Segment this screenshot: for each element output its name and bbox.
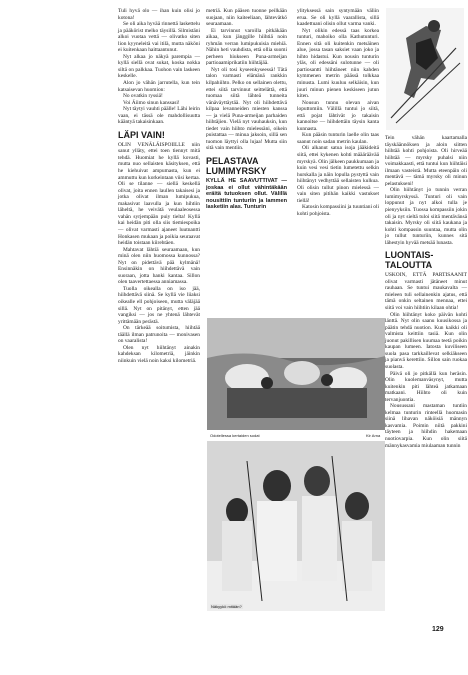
paragraph: Se oli aika hyvää rinnettä laskettelu ja pääkörist melko täysillä. Silmistäni alkoi vuotaa vettä — olivatko siten lion kyyneleitä vai itilä, mutta näköni ei kuitenkaan haittaantunut. — [118, 21, 200, 54]
paragraph: Voi Äiimo sinun kanssasi! — [123, 99, 180, 106]
lead-paragraph: KYLLÄ HE SAAVUTTIVAT — joskaa ei ollut vähintäkään eräitä tutuoksen ollut. Välillä nousittiin tunturiin ja lammen lasketiin alas. Tunturin — [206, 178, 287, 211]
paragraph: Olen nyt hiihtänyt ainakin kahdeksan kilometriä, jäinkin niinkuin vielä noin kaksi kilometriä. — [118, 344, 200, 364]
paragraph: Nyt olikin edessä taas korkea tunturi, mahoiko olla Kathutunturi. Ennen sitä oli kuitenkin metsäinen alue, jossa tasan saksiet vaan joko ja hihto hidastui. Kun nousin tunturin yläs, oli edessäni sulotunne — oli partiosantti hiihtäneet niin kahden kymmenen metrin päässä tolkkaa minusta. Lumi kuuluu selkäisin, kun juuri minun pienen keskiseen jutun kiten. — [297, 27, 379, 100]
paragraph: Nousun tunnu olevan aivan loputtomiin. Välillä tuntui jo siitä, että pojat lähtivät jo takaisin kannoitse — hiihdettäin täysin kanta kunnasta. — [297, 99, 379, 132]
skier-photo — [386, 8, 464, 130]
paragraph: Oli alkanut satua isoja jääkideitä siitä, ettei kykenen kohti määäräävää myrskyä. Olin jälkeen paukkumaan ja kuin vesi vesi tietin lumetettu selkin hurskalla ja näin lopulla pystyttä vain hiihtänyt vedhyttää sellaisten kulkua. Oli olisin tullut pinon mielessä — vain siten pitihän kaikki vastukset tiellä! — [297, 145, 379, 204]
paragraph: USKOIN, ETTÄ PARTISAANIT olivat varmasti jätäneet minut rauhaan. Se tuntui maukavalta — mieleen tuli sellainenkin ajatus, että tämä onkin seltainen mennaa, ettei siitä voi vain hiihtiin kilaan ohtia! — [385, 272, 467, 312]
paragraph: Päivä oli jo pitkällä kun heräsin. Olin kuolemanväsynyt, mutta kuitenkin piti lähteä jatkamaan matkaani. Hiihto oli kuin tervanjuontia. — [385, 370, 467, 403]
paragraph: Katosin kompassiini ja tuuntiani oli kohti pohjoista. — [297, 204, 379, 217]
section-heading: LÄPI VAIN! — [118, 129, 165, 140]
photo-caption: Näkyykö mitään? — [211, 604, 242, 609]
paragraph: Ei tarvinnut varoilla pitkäkään aikaa, kun jänggille hiihtiä noin ryhmän verran lumipukuisia miehiä. Nähin heti vauhdista, että ollia suomi perheen hiukseen Puna-armeijan partioaamiprikatiin hiihtäjää. — [206, 27, 287, 67]
paragraph: ylityksessä sain syntymään väliin erua. Se oli kyllä vaarallista, sillä kaadettuani olisin ollut varma vanki. — [297, 8, 379, 28]
paragraph: Tein vähän kaartamalla täyskäännöksen ja aloin siitten hiihtää kohti pohjoista. Oli hirveää hiihtää — myrsky puhalsi niin voimakkaasti, että tuntui kun hiihtäisi ilmaan vasteistä. Mutta eteenpäin oli mentävä — tämä myrsky oli minun pelastukseni! — [385, 135, 467, 187]
paragraph: Olin hiihtänyt jo tunnin verran lumimyrskyssä. Tunturi oli vain loppunut ja nyt alkoi tulla je pienyyksiin. Tuossa kompassiin jokin oli ja nyt sieltä tuloi siitä mentävänsä takaisin. Myrsky oli siitä kaukana ja kohti kompassin suuntaa, mutta olin jo tullut tunturiin, kunnes sitä lähestyin hyvää metsää lunasta. — [385, 187, 467, 246]
paragraph: No ovatkin ryssiä! — [123, 93, 163, 100]
paragraph: Kun pääsin tunturin laelle olin taas saanut noin sadan metrin kaulan. — [297, 132, 379, 145]
paragraph: Alon jo vähän jarrutella, kun tein katsaisevan huomion: — [118, 80, 200, 93]
paragraph: metriä. Kun pääsen tuonne peilkään suojaan, niin kaiteeliaan, lähtevätkö seuraamaan. — [206, 8, 287, 28]
paragraph: Mahtavat lähtiä seuraamaan, kun minä olen niin huomossa kunnossa? Nyt on pidettävä pää kylmänä! Ensinnäkin on hiihdettävä vain suoraan, jotta hanki kantaa. Sillon olen taavertettaessa anniamassa. — [118, 246, 200, 286]
soldiers-photo — [207, 318, 385, 430]
paragraph: On tärkeää soitumista, hiihtää täällä ilman patrunoita — monivasen on vaaralista! — [118, 325, 200, 345]
photo-credit: Kir Arna — [366, 433, 381, 438]
paragraph: Olin hiihtänyt koko päivän kohti länttä. Nyt olin saanu kuusikossa ja päätin tehdä nuotion. Kun kaikki oli valmista keittiin tasiä. Kun olin juonut pakillisen kuumaa teetä poikin kaupan lumeen. Iatosta kuviliseen suola pasa tarkkaillevat selkiäkseen ja pianvä kerettiin. Sillon sain ruokaa suolasta. — [385, 311, 467, 370]
paragraph: Nyt täytyi vauhti päälle! Lähi leirin vaan, ei tässä ole mahdollisuutta kääntyä takaisinkaan. — [118, 106, 200, 126]
paragraph: OLIN VENÄLÄISPOIILLE niin sanut ylläty, ettei toen tiennyt mitä tehdä. Huomiat he kyllä kovasti, mutta nuo sellaisten käsityksen, että he kiehuivat ampumasta, kun ei ammuttu kun korkeintaan viisi kertaa. Oli se tilanne — siellä keskellä olivat, joita ennen laullen takaisesi ja jotka olivat ilman lumipukua, makasivat laavulla ja kun hihtiin läheltä, he veivätä veulaaleosessa vahän syrjempään puiy tielta! Kyllä kai heidän piti olla siis tiemiespoika — olivat varmasti ajaneet luutnantti Honkasen mukaan ja poikia seuraavat heidän toistaan kiirehtäen. — [118, 141, 200, 247]
column-1 — [118, 8, 200, 364]
paragraph: Nyt alkaa jo näkyä parempia — kyllä siellä ovat sukat, koska nokka siltä on palkkaa. Tuohon vain laskeen keskelle. — [118, 53, 200, 80]
section-heading: LUONTAIS-TALOUTTA — [385, 250, 434, 271]
photo-caption: Odotellessa kertaiden sodat — [210, 433, 260, 438]
paragraph: Nyt oli tosi kyseenkyseessä! Tätä talon varmasti elämänä rankkin kilpahiihto. Pelko on sellainen olettu, ettei siitä tarvinnut seittelättä, että tuomaa siitä lähteä tunneita vänäväyttäytää. Nyt oli hiihdettävä kilpaa levanneiden miesten kanssa — ja vielä Puna-armeijan parhaiden hiihtäjien. Vielä nyt vauhauksin, kun tiedet vain hiihto mielessäni, oikein puistattaa — minua jaksoin, sillä sen tuomon läyttyi olla lujaa! Mutta siin sitä vain mentiin. — [206, 66, 287, 152]
paragraph: Tuolla oikealla on iso jää, hiihdettävä siinä. Se kyllä vie liiaksi oikealle ell pohjoiseen, mutta väläjää sillä. Nyt on pitänyt, etten jää vangiksi — jos ne yhtenä lähtevät yrittämään perästä. — [118, 285, 200, 325]
section-heading: PELASTAVA LUMIMYRSKY — [206, 156, 267, 177]
page-number: 129 — [432, 626, 444, 633]
paragraph: Nousussani mastaman tuntiin kelmaa tunturin rinteellä huomasin siinä lihavan näköisiä männyn kasvamia. Poimin niitä pakkini täyteen ja hiihdin hakemaan nuotiovarpia. Kun olin siitä männykasvamia miulaaman tunnin — [385, 403, 467, 449]
paragraph: Tuli hyvä olo — ihan kuin olisi jo kotona! — [118, 8, 200, 21]
skiers-group-photo — [207, 441, 385, 611]
column-3 — [297, 8, 379, 320]
column-4 — [385, 135, 467, 449]
column-2 — [206, 8, 287, 211]
